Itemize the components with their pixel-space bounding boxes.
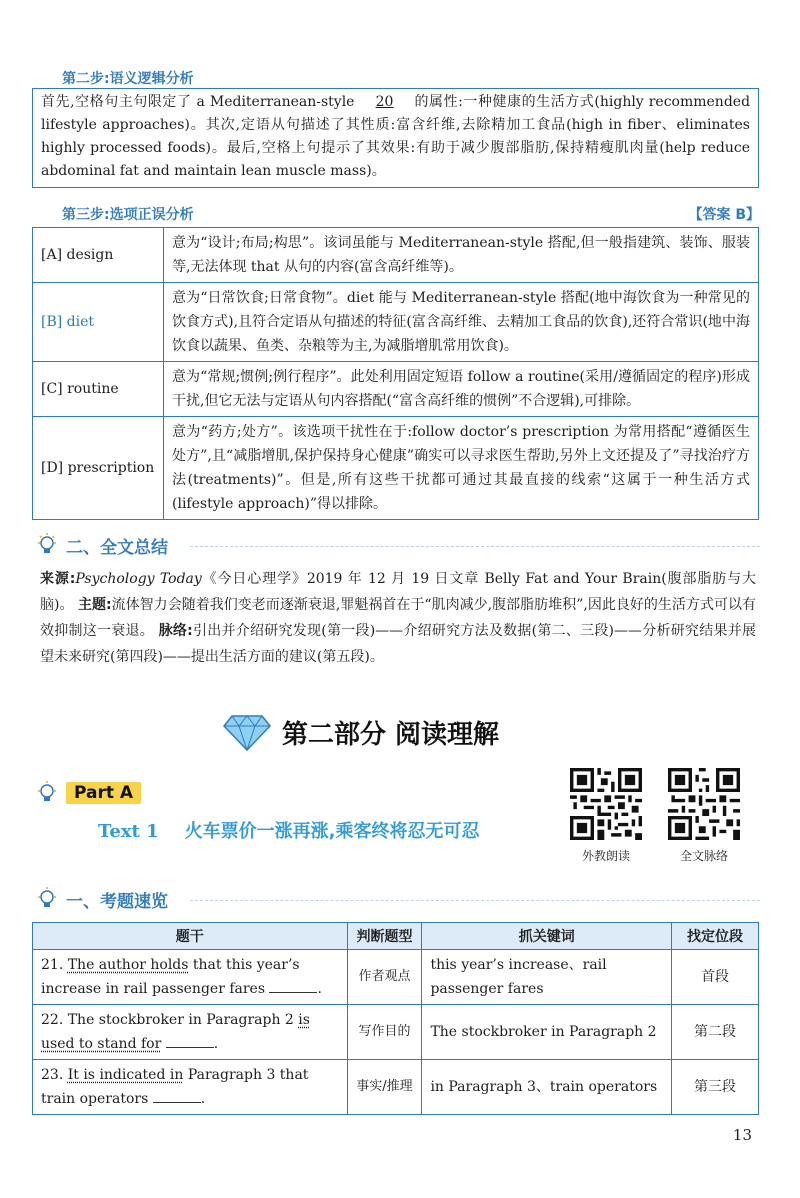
- question-stem: [33, 950, 348, 1005]
- options-table: [32, 227, 759, 520]
- stem-text: 23.: [41, 1067, 68, 1083]
- option-label: [D] prescription: [33, 417, 164, 520]
- part-a-heading: [36, 778, 141, 808]
- step2-text-2: 的属性:一种健康的生活方式(highly recommended lifestyle approaches)。其次,定语从句描述了其性质:富含纤维,去除精加工食品(high in fiber、eliminates highly processed foods)。最后,空格上句提示了其效果:有助于减少腹部脂肪,保持精瘦肌肉量(help reduce abdominal fat and maintain lean muscle mass)。: [41, 94, 751, 179]
- step2-title: 第二步:语义逻辑分析: [62, 71, 194, 87]
- summary-heading-text: 二、全文总结: [66, 537, 168, 558]
- answer-blank: [166, 1035, 214, 1048]
- blank-number: 20: [375, 94, 394, 110]
- option-label: [C] routine: [33, 362, 164, 417]
- stem-text: .: [213, 1036, 219, 1052]
- answer-blank: [269, 980, 317, 993]
- option-explanation: 意为“药方;处方”。该选项干扰性在于:follow doctor’s prescription 为常用搭配“遵循医生处方”,且“减脂增肌,保护保持身心健康”确实可以寻求医生帮助,另外上文还提及了”寻找治疗方法(treatments)”。但是,所有这些干扰都可通过其最直接的线索“这属于一种生活方式(lifestyle approach)”得以排除。: [164, 417, 759, 520]
- context-label: 脉络:: [158, 623, 193, 639]
- option-explanation: 意为“日常饮食;日常食物”。diet 能与 Mediterranean-style 搭配(地中海饮食为一种常见的饮食方式),且符合定语从句描述的特征(富含高纤维、去精加工食品的饮食),还符合常识(地中海饮食以蔬果、鱼类、杂粮等为主,为减脂增肌常用饮食)。: [164, 283, 759, 362]
- part-title-text: 第二部分 阅读理解: [282, 719, 500, 750]
- dashed-divider: [190, 900, 760, 901]
- context-text: 引出并介绍研究发现(第一段)——介绍研究方法及数据(第二、三段)——分析研究结果并展望未来研究(第四段)——提出生活方面的建议(第五段)。: [40, 623, 756, 665]
- qr-caption-reading: 外教朗读: [582, 849, 631, 863]
- lightbulb-icon: [36, 780, 58, 806]
- dashed-divider: [190, 546, 760, 547]
- stem-marked-text: is used to stand for: [41, 1012, 310, 1052]
- header-stem: 题干: [33, 923, 348, 950]
- part-a-label: Part A: [66, 782, 141, 804]
- table-header-row: [33, 923, 759, 950]
- question-type: 事实/推理: [347, 1060, 422, 1115]
- text-title: [98, 817, 479, 843]
- qr-caption-outline: 全文脉络: [680, 849, 729, 863]
- question-keywords: in Paragraph 3、train operators: [422, 1060, 672, 1115]
- stem-marked-text: It is indicated in: [67, 1067, 184, 1083]
- overview-heading-text: 一、考题速览: [66, 891, 168, 912]
- header-locate: 找定位段: [672, 923, 759, 950]
- question-stem: [33, 1060, 348, 1115]
- lightbulb-icon: [36, 532, 58, 558]
- source-text: 《今日心理学》2019 年 12 月 19 日文章 Belly Fat and Your Brain(腹部脂肪与大脑)。: [40, 571, 756, 613]
- qr-code-outline[interactable]: [668, 768, 740, 840]
- source-journal: Psychology Today: [75, 571, 202, 587]
- answer-tag: 【答案 B】: [688, 207, 760, 223]
- question-keywords: The stockbroker in Paragraph 2: [422, 1005, 672, 1060]
- option-label: [A] design: [33, 228, 164, 283]
- part-title: [222, 712, 499, 752]
- question-locate: 第二段: [672, 1005, 759, 1060]
- theme-label: 主题:: [77, 597, 112, 613]
- stem-text: .: [317, 981, 322, 997]
- question-type: 作者观点: [347, 950, 422, 1005]
- question-locate: 第三段: [672, 1060, 759, 1115]
- question-keywords: this year’s increase、rail passenger fares: [422, 950, 672, 1005]
- question-type: 写作目的: [347, 1005, 422, 1060]
- question-overview-table: [32, 922, 759, 1115]
- semantic-analysis-box: [32, 88, 759, 188]
- page-number: 13: [732, 1126, 752, 1144]
- option-explanation: 意为“常规;惯例;例行程序”。此处利用固定短语 follow a routine(采用/遵循固定的程序)形成干扰,但它无法与定语从句内容搭配(“富含高纤维的惯例”不合逻辑),可排除。: [164, 362, 759, 417]
- text-number: Text 1: [98, 821, 159, 842]
- summary-paragraph: [40, 566, 756, 670]
- table-row: [33, 950, 759, 1005]
- option-row: [33, 417, 759, 520]
- summary-heading: [36, 530, 168, 560]
- option-row: [33, 362, 759, 417]
- stem-text: 22. The stockbroker in Paragraph 2: [41, 1012, 299, 1028]
- header-keywords: 抓关键词: [422, 923, 672, 950]
- option-row: [33, 283, 759, 362]
- stem-text: 21.: [41, 957, 68, 973]
- source-label: 来源:: [40, 571, 76, 587]
- step3-title: 第三步:选项正误分析: [62, 207, 194, 223]
- qr-code-reading[interactable]: [570, 768, 642, 840]
- stem-marked-text: The author holds: [67, 957, 189, 973]
- stem-text: Paragraph 3 that train operators: [41, 1067, 309, 1107]
- table-row: [33, 1060, 759, 1115]
- table-row: [33, 1005, 759, 1060]
- diamond-icon: [222, 712, 272, 752]
- option-explanation: 意为“设计;布局;构思”。该词虽能与 Mediterranean-style 搭配,但一般指建筑、装饰、服装等,无法体现 that 从句的内容(富含高纤维等)。: [164, 228, 759, 283]
- option-label-correct: [B] diet: [33, 283, 164, 362]
- theme-text: 流体智力会随着我们变老而逐渐衰退,罪魁祸首在于“肌肉减少,腹部脂肪堆积”,因此良好的生活方式可以有效抑制这一衰退。: [40, 597, 756, 639]
- stem-text: .: [200, 1091, 206, 1107]
- answer-blank: [153, 1090, 201, 1103]
- text-title-text: 火车票价一涨再涨,乘客终将忍无可忍: [184, 821, 480, 842]
- stem-text: that this year’s increase in rail passenger fares: [41, 957, 300, 997]
- step2-text-1: 首先,空格句主句限定了 a Mediterranean-style: [41, 94, 355, 110]
- question-stem: [33, 1005, 348, 1060]
- option-row: [33, 228, 759, 283]
- question-locate: 首段: [672, 950, 759, 1005]
- lightbulb-icon: [36, 886, 58, 912]
- header-type: 判断题型: [347, 923, 422, 950]
- overview-heading: [36, 884, 168, 914]
